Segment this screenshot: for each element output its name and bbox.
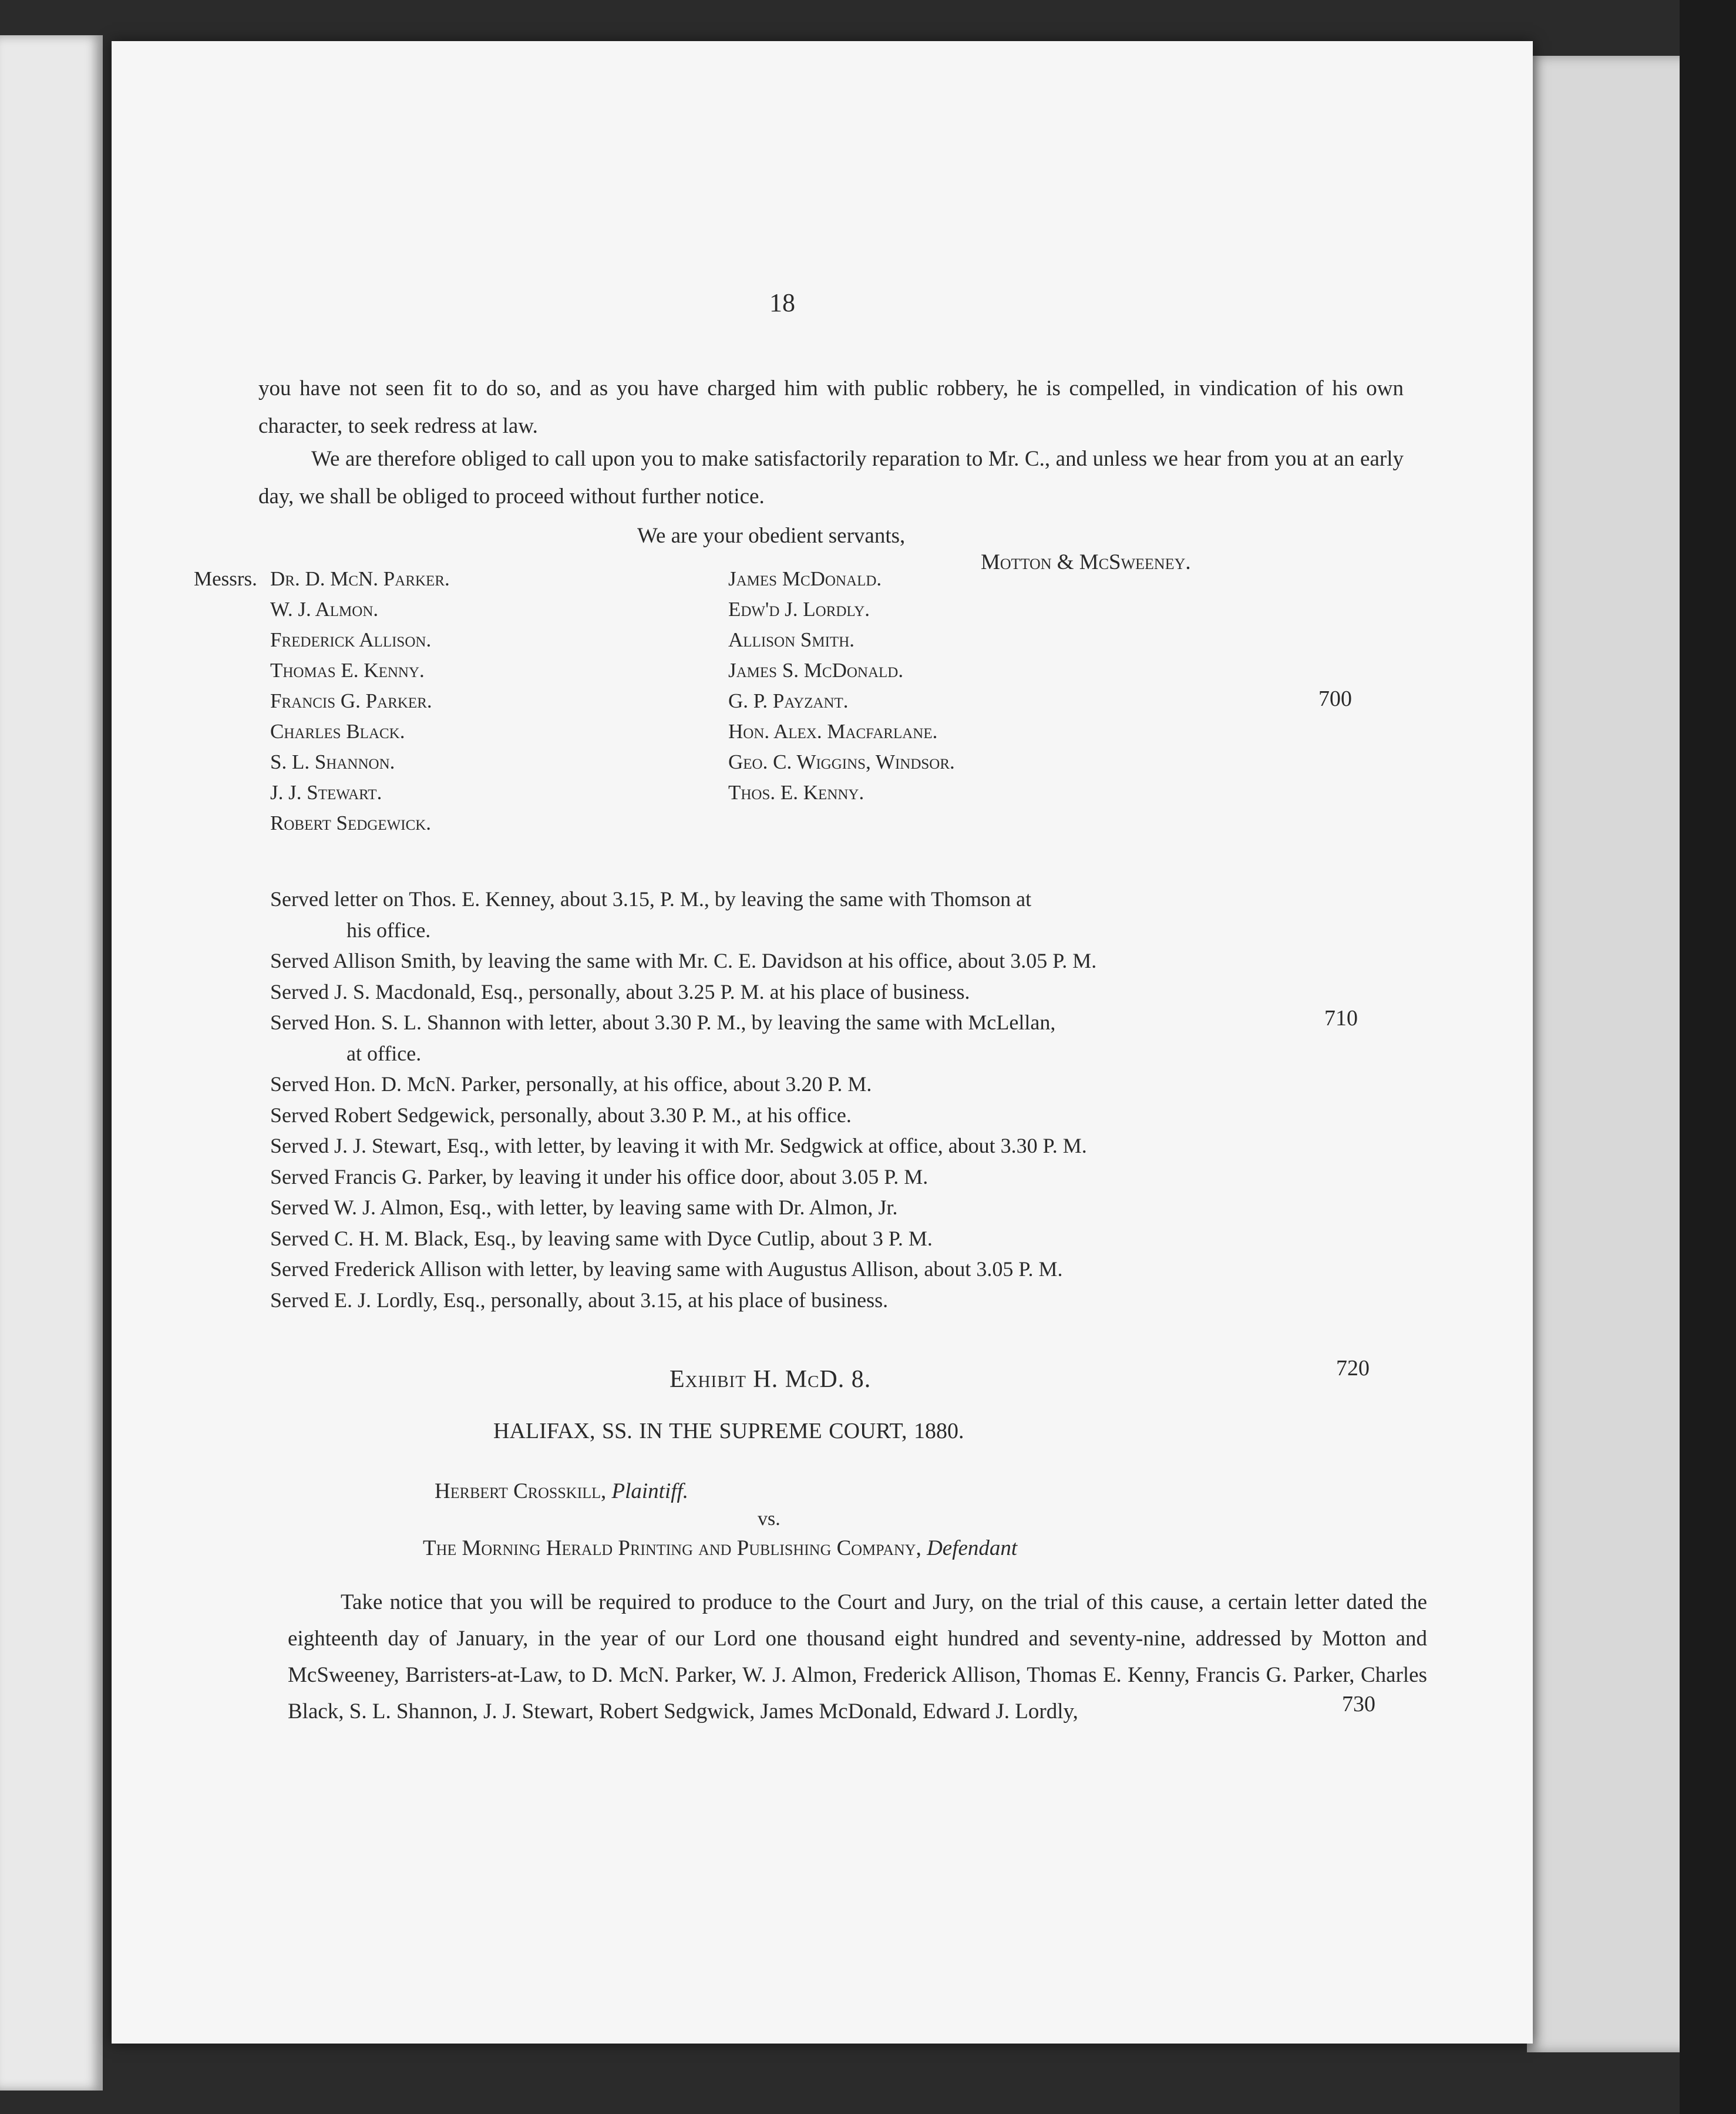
plaintiff-line (435, 1479, 688, 1504)
service-line: Served C. H. M. Black, Esq., by leaving same with Dyce Cutlip, about 3 P. M. (270, 1226, 933, 1250)
service-line: Served letter on Thos. E. Kenney, about 3.15, P. M., by leaving the same with Thomson at (270, 887, 1032, 911)
recipient: G. P. Payzant. (728, 689, 849, 712)
page-number: 18 (769, 288, 795, 317)
recipient: Charles Black. (270, 720, 405, 743)
recipient: W. J. Almon. (270, 598, 379, 621)
letter-closing: We are your obedient servants, (637, 524, 906, 548)
court-heading: HALIFAX, SS. IN THE SUPREME COURT, 1880. (493, 1419, 964, 1443)
service-line: Served Hon. D. McN. Parker, personally, at his office, about 3.20 P. M. (270, 1072, 872, 1096)
versus: vs. (758, 1508, 780, 1530)
service-line: Served J. S. Macdonald, Esq., personally, about 3.25 P. M. at his place of business. (270, 979, 970, 1004)
recipients-left-column (194, 564, 450, 839)
line-number: 710 (1324, 1006, 1358, 1031)
exhibit-title: Exhibit H. McD. 8. (669, 1366, 872, 1393)
recipient: Dr. D. McN. Parker. (270, 567, 450, 590)
plaintiff-role: Plaintiff. (611, 1479, 689, 1503)
service-notes (270, 884, 1096, 1315)
defendant-role: Defendant (927, 1536, 1018, 1560)
line-number: 700 (1318, 686, 1352, 711)
facing-page-edge (0, 35, 103, 2091)
recipient: Allison Smith. (728, 628, 854, 651)
recipient: Frederick Allison. (270, 628, 432, 651)
scan-border (1680, 0, 1736, 2114)
letter-paragraph-2: We are therefore obliged to call upon you to make satisfactorily reparation to Mr. C., and unless we hear from you at an early day, we shall be obliged to proceed without further notice. (258, 447, 1404, 509)
recipient: James S. McDonald. (728, 659, 904, 682)
service-line: Served Allison Smith, by leaving the same with Mr. C. E. Davidson at his office, about 3.05 P. M. (270, 949, 1097, 972)
defendant-line (423, 1536, 1017, 1561)
recipient: Thos. E. Kenny. (728, 781, 864, 804)
recipient: S. L. Shannon. (270, 750, 395, 773)
recipients-prefix: Messrs. (194, 567, 257, 590)
letter-paragraph-1: you have not seen fit to do so, and as you have charged him with public robbery, he is compelled, in vindication of his own character, to seek redress at law. (258, 376, 1404, 438)
notice-paragraph: Take notice that you will be required to produce to the Court and Jury, on the trial of this cause, a certain letter dated the eighteenth day of January, in the year of our Lord one thousand eight hundred and seventy-nine, addressed by Motton and McSweeney, Barristers-at-Law, to D. McN. Parker, W. J. Almon, Frederick Allison, Thomas E. Kenny, Francis G. Parker, Charles Black, S. L. Shannon, J. J. Stewart, Robert Sedgwick, James McDonald, Edward J. Lordly, (288, 1590, 1427, 1723)
line-number: 720 (1336, 1356, 1370, 1381)
recipient: Geo. C. Wiggins, Windsor. (728, 750, 955, 773)
service-line: at office. (346, 1041, 422, 1065)
recipient: Thomas E. Kenny. (270, 659, 425, 682)
service-line: his office. (346, 918, 431, 942)
defendant-name: The Morning Herald Printing and Publishing Company, (423, 1536, 921, 1560)
service-line: Served E. J. Lordly, Esq., personally, about 3.15, at his place of business. (270, 1288, 889, 1312)
service-line: Served Robert Sedgewick, personally, about 3.30 P. M., at his office. (270, 1103, 852, 1127)
recipient: James McDonald. (728, 567, 882, 590)
document-page (112, 41, 1533, 2044)
recipient: Francis G. Parker. (270, 689, 432, 712)
line-number: 730 (1342, 1692, 1375, 1716)
recipients-right-column (728, 564, 955, 808)
recipient: J. J. Stewart. (270, 781, 382, 804)
service-line: Served Francis G. Parker, by leaving it under his office door, about 3.05 P. M. (270, 1164, 928, 1189)
service-line: Served J. J. Stewart, Esq., with letter, by leaving it with Mr. Sedgwick at office, about 3.30 P. M. (270, 1134, 1087, 1157)
service-line: Served W. J. Almon, Esq., with letter, by leaving same with Dr. Almon, Jr. (270, 1196, 898, 1219)
recipient: Robert Sedgewick. (270, 812, 432, 834)
recipient: Hon. Alex. Macfarlane. (728, 720, 938, 743)
service-line: Served Hon. S. L. Shannon with letter, about 3.30 P. M., by leaving the same with McLellan, (270, 1011, 1056, 1034)
service-line: Served Frederick Allison with letter, by leaving same with Augustus Allison, about 3.05 P. M. (270, 1257, 1063, 1281)
plaintiff-name: Herbert Crosskill, (435, 1479, 607, 1503)
next-page-edge (1527, 56, 1703, 2052)
recipient: Edw'd J. Lordly. (728, 598, 870, 621)
letter-signature: Motton & McSweeney. (981, 550, 1191, 574)
